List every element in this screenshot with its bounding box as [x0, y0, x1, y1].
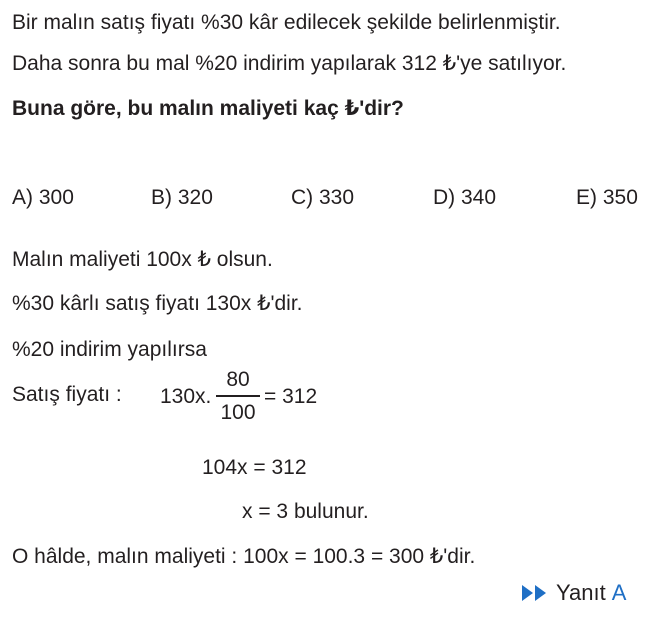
sale-price-expression-rhs: = 312 [264, 385, 318, 408]
solution-equation: 104x = 312 [202, 456, 307, 479]
option-c[interactable]: C) 330 [291, 186, 355, 209]
option-d[interactable]: D) 340 [433, 186, 497, 209]
answer-letter: A [611, 580, 627, 605]
solution-result: x = 3 bulunur. [242, 500, 369, 523]
option-b[interactable]: B) 320 [151, 186, 213, 209]
question-prompt: Buna göre, bu malın maliyeti kaç ₺'dir? [12, 97, 404, 120]
sale-price-expression-lhs: 130x. [160, 385, 212, 408]
option-a[interactable]: A) 300 [12, 186, 74, 209]
fraction-bar [216, 395, 260, 397]
question-line-1: Bir malın satış fiyatı %30 kâr edilecek şekilde belirlenmiştir. [12, 11, 561, 34]
double-arrow-icon [522, 585, 546, 601]
solution-conclusion: O hâlde, malın maliyeti : 100x = 100.3 = 300 ₺'dir. [12, 545, 476, 568]
answer-indicator [522, 580, 626, 606]
sale-price-label: Satış fiyatı : [12, 383, 122, 406]
solution-line-2: %30 kârlı satış fiyatı 130x ₺'dir. [12, 292, 303, 315]
solution-line-1: Malın maliyeti 100x ₺ olsun. [12, 248, 273, 271]
option-e[interactable]: E) 350 [576, 186, 638, 209]
solution-line-3: %20 indirim yapılırsa [12, 338, 207, 361]
question-line-2: Daha sonra bu mal %20 indirim yapılarak 312 ₺'ye satılıyor. [12, 52, 567, 75]
answer-label: Yanıt [556, 580, 606, 605]
fraction-numerator: 80 [226, 368, 250, 391]
fraction-denominator: 100 [220, 401, 256, 424]
